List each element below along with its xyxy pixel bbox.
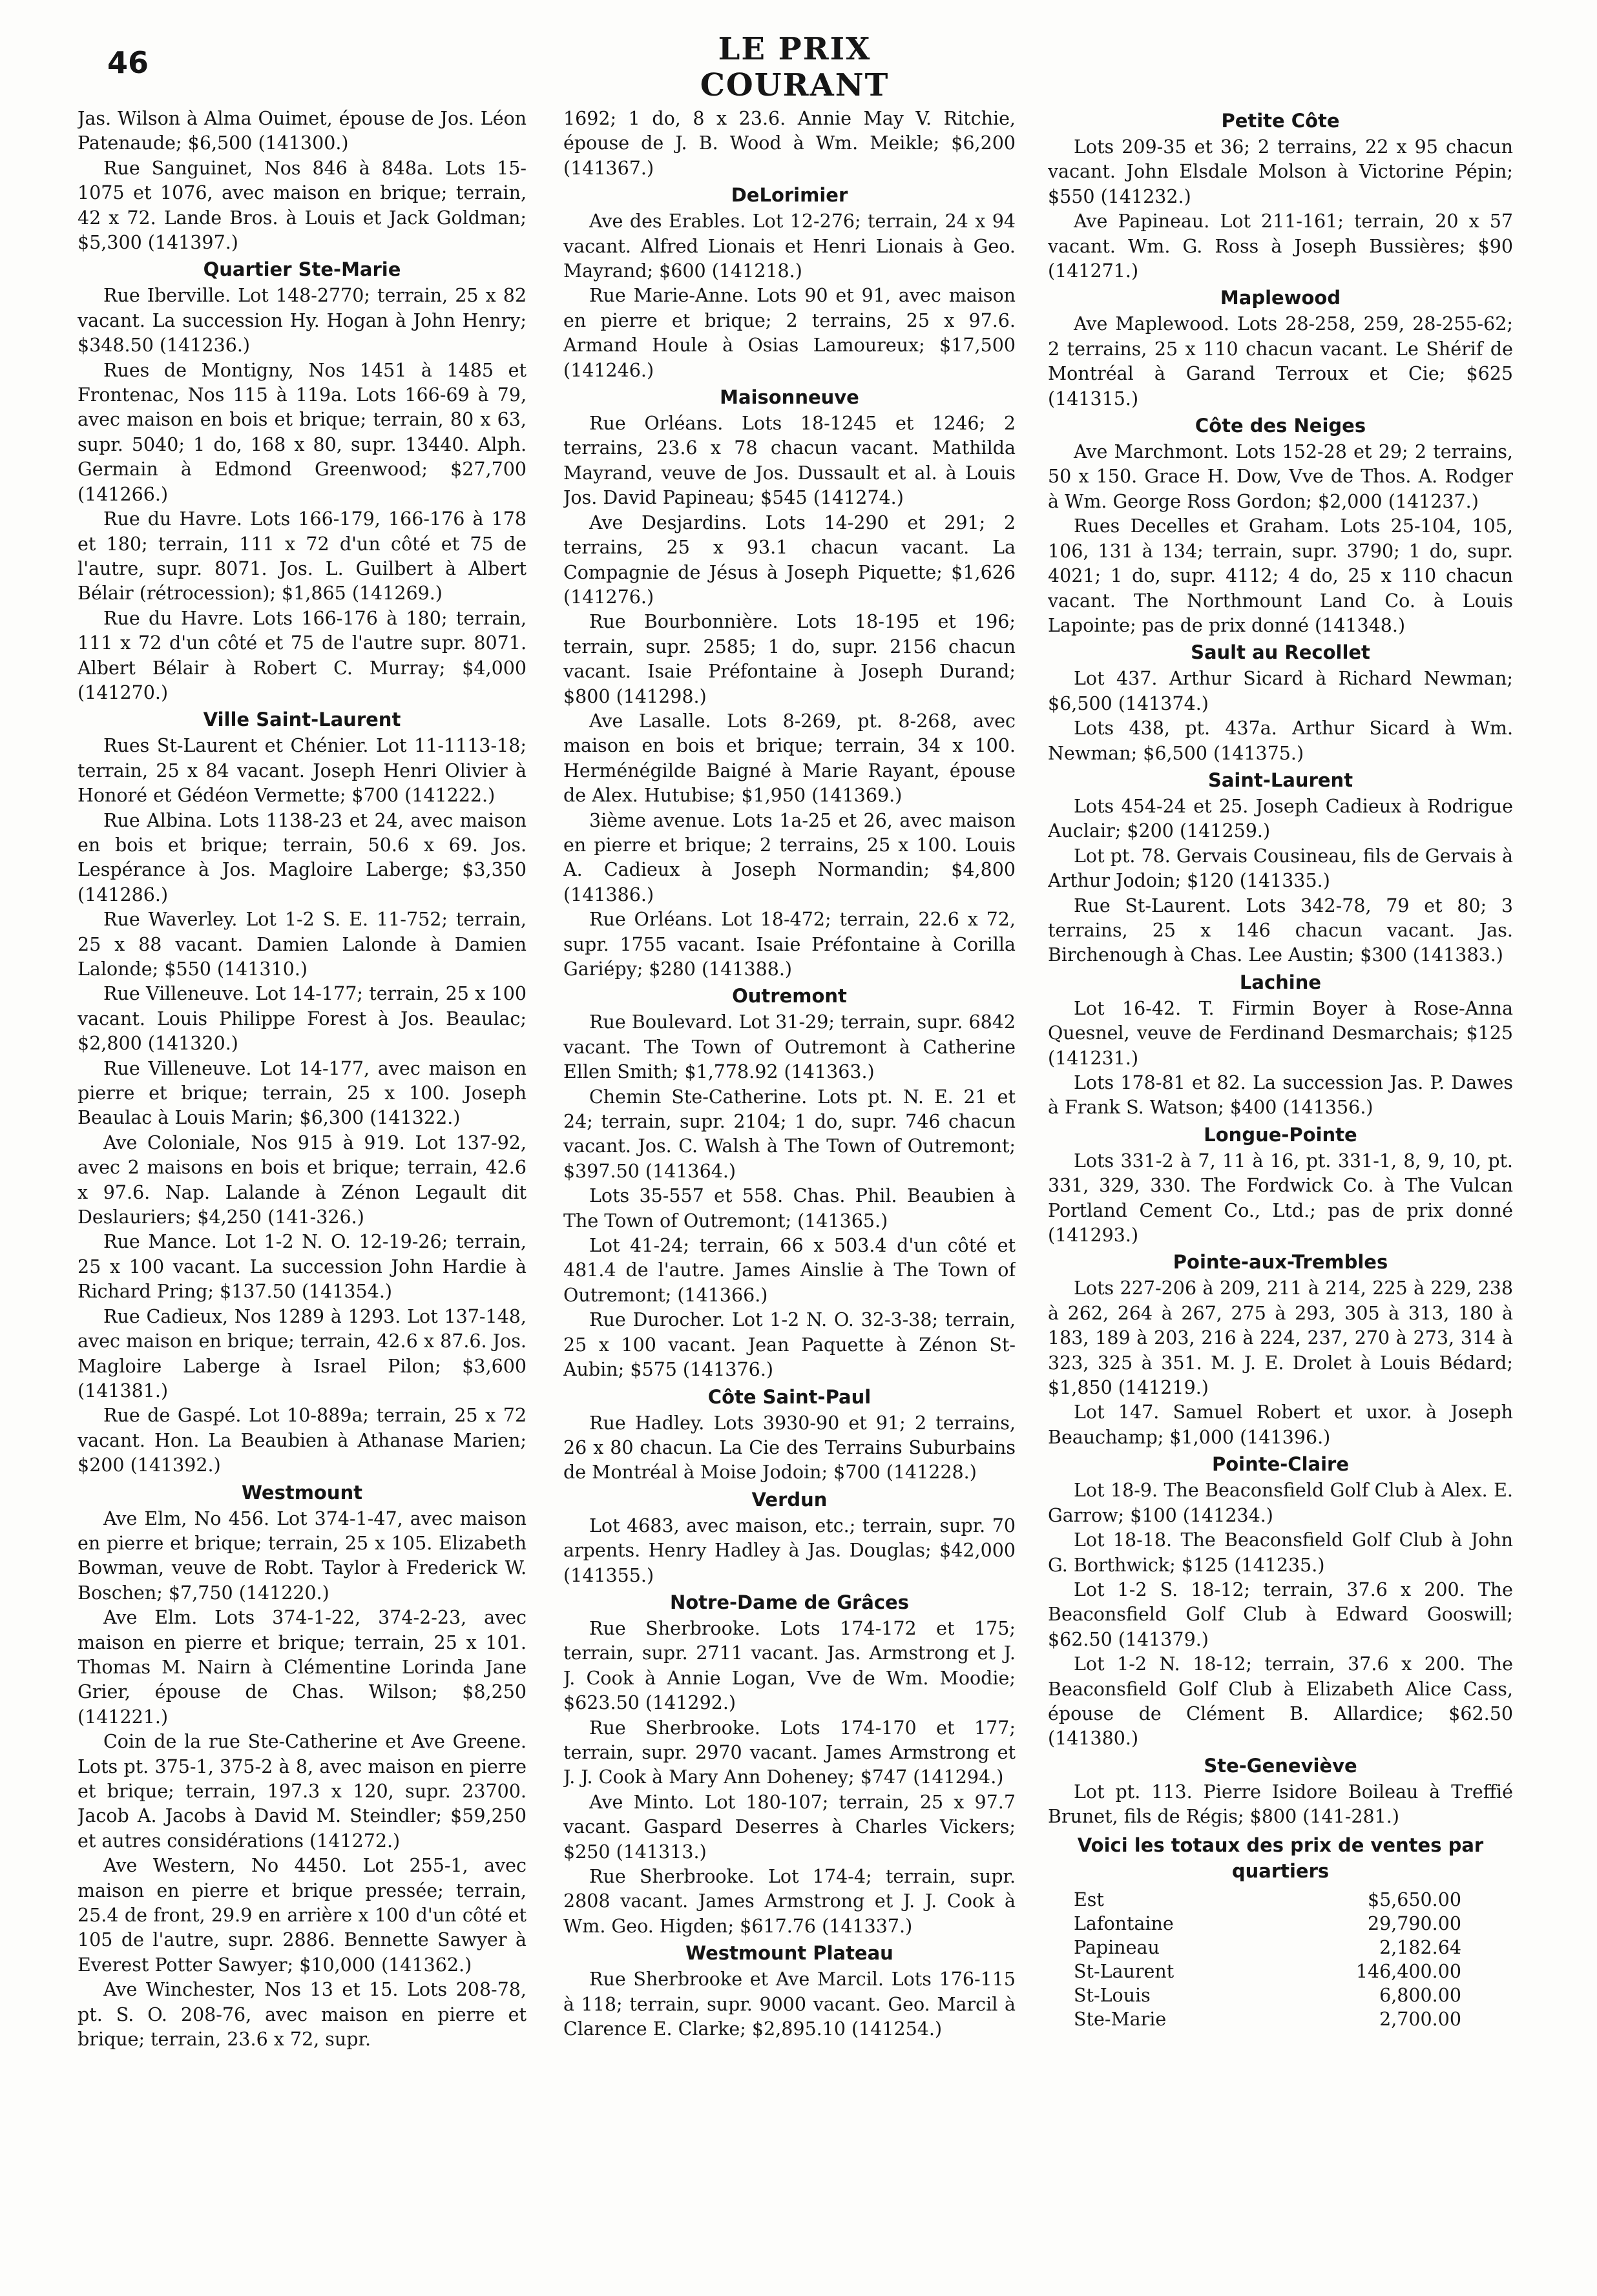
totals-amount: 2,700.00 <box>1379 2008 1461 2030</box>
listing-entry: Rue Albina. Lots 1138-23 et 24, avec maison en bois et brique; terrain, 50.6 x 69. Jos. Lespérance à Jos. Magloire Laberge; $3,350 (141286.) <box>78 809 527 905</box>
totals-district: St-Louis <box>1074 1984 1151 2006</box>
listing-entry: Ave Winchester, Nos 13 et 15. Lots 208-78, pt. S. O. 208-76, avec maison en pierre et brique; terrain, 23.6 x 72, supr. <box>78 1979 527 2051</box>
section-heading: Pointe-Claire <box>1211 1453 1350 1476</box>
section-heading: Westmount <box>241 1481 363 1504</box>
listing-entry: Lot 41-24; terrain, 66 x 503.4 d'un côté et 481.4 de l'autre. James Ainslie à The Town of Outremont; (141366.) <box>563 1235 1016 1306</box>
column-middle-content <box>563 107 1016 2042</box>
listing-entry: Rue Durocher. Lot 1-2 N. O. 32-3-38; terrain, 25 x 100 vacant. Jean Paquette à Zénon St-Aubin; $575 (141376.) <box>563 1309 1016 1381</box>
column-middle <box>563 107 1016 2277</box>
totals-amount: 2,182.64 <box>1379 1936 1461 1958</box>
listing-entry: Jas. Wilson à Alma Ouimet, épouse de Jos. Léon Patenaude; $6,500 (141300.) <box>78 108 527 154</box>
totals-row <box>1074 1960 1461 1983</box>
section-heading: Maplewood <box>1220 287 1341 309</box>
listing-entry: Rue Cadieux, Nos 1289 à 1293. Lot 137-148, avec maison en brique; terrain, 42.6 x 87.6. Jos. Magloire Laberge à Israel Pilon; $3,600 (141381.) <box>78 1305 527 1401</box>
listing-entry: Rues St-Laurent et Chénier. Lot 11-1113-18; terrain, 25 x 84 vacant. Joseph Henri Olivier à Honoré et Gédéon Vermette; $700 (141222.) <box>78 735 527 807</box>
totals-amount: 146,400.00 <box>1355 1960 1461 1982</box>
listing-entry: Lot pt. 113. Pierre Isidore Boileau à Treffié Brunet, fils de Régis; $800 (141-281.) <box>1048 1781 1513 1828</box>
listing-entry: Lot 1-2 N. 18-12; terrain, 37.6 x 200. The Beaconsfield Golf Club à Elizabeth Alice Cass, épouse de Clément B. Allardice; $62.50 (141380.) <box>1048 1653 1513 1750</box>
listing-entry: Rue Hadley. Lots 3930-90 et 91; 2 terrains, 26 x 80 chacun. La Cie des Terrains Suburbains de Montréal à Moise Jodoin; $700 (141228.) <box>563 1412 1016 1484</box>
listing-entry: Ave Desjardins. Lots 14-290 et 291; 2 terrains, 25 x 93.1 chacun vacant. La Compagnie de Jésus à Joseph Piquette; $1,626 (141276.) <box>563 512 1016 608</box>
listing-entry: Ave Minto. Lot 180-107; terrain, 25 x 97.7 vacant. Gaspard Deserres à Charles Vickers; $250 (141313.) <box>563 1791 1016 1863</box>
listing-entry: Lot 18-18. The Beaconsfield Golf Club à John G. Borthwick; $125 (141235.) <box>1048 1529 1513 1576</box>
listing-entry: Rue Sherbrooke. Lot 174-4; terrain, supr. 2808 vacant. James Armstrong et J. J. Cook à Wm. Geo. Higden; $617.76 (141337.) <box>563 1866 1016 1937</box>
listing-entry: Ave Papineau. Lot 211-161; terrain, 20 x 57 vacant. Wm. G. Ross à Joseph Bussières; $90 (141271.) <box>1048 211 1513 282</box>
page-header <box>0 31 1597 103</box>
section-heading: Côte des Neiges <box>1195 415 1366 437</box>
listing-entry: Rue Marie-Anne. Lots 90 et 91, avec maison en pierre et brique; 2 terrains, 25 x 97.6. Armand Houle à Osias Lamoureux; $17,500 (141246.) <box>563 285 1016 381</box>
totals-district: Papineau <box>1074 1936 1160 1958</box>
listing-entry: Rue Bourbonnière. Lots 18-195 et 196; terrain, supr. 2585; 1 do, supr. 2156 chacun vacant. Isaie Préfontaine à Joseph Durand; $800 (141298.) <box>563 611 1016 707</box>
listing-entry: Ave Coloniale, Nos 915 à 919. Lot 137-92, avec 2 maisons en bois et brique; terrain, 42.6 x 97.6. Nap. Lalande à Zénon Legault dit Deslauriers; $4,250 (141-326.) <box>78 1132 527 1228</box>
journal-title: LE PRIX COURANT <box>700 31 890 103</box>
section-heading: Sault au Recollet <box>1191 641 1370 664</box>
listing-entry: Rue Sherbrooke et Ave Marcil. Lots 176-115 à 118; terrain, supr. 9000 vacant. Geo. Marcil à Clarence E. Clarke; $2,895.10 (141254.) <box>563 1969 1016 2040</box>
listing-entry: 1692; 1 do, 8 x 23.6. Annie May V. Ritchie, épouse de J. B. Wood à Wm. Meikle; $6,200 (141367.) <box>563 108 1016 179</box>
section-heading: Saint-Laurent <box>1207 769 1353 791</box>
listing-entry: Ave Western, No 4450. Lot 255-1, avec maison en pierre et brique pressée; terrain, 25.4 de front, 29.9 en arrière x 100 d'un côté et 105 de l'autre, supr. 2886. Bennette Sawyer à Everest Potter Sawyer; $10,000 (141362.) <box>78 1855 527 1976</box>
totals-table <box>1074 1888 1461 2031</box>
listing-entry: Chemin Ste-Catherine. Lots pt. N. E. 21 et 24; terrain, supr. 2104; 1 do, supr. 746 chacun vacant. Jos. C. Walsh à The Town of Outremont; $397.50 (141364.) <box>563 1086 1016 1182</box>
listing-entry: Lots 35-557 et 558. Chas. Phil. Beaubien à The Town of Outremont; (141365.) <box>563 1185 1016 1232</box>
section-heading: Longue-Pointe <box>1204 1123 1357 1146</box>
listing-entry: Ave Maplewood. Lots 28-258, 259, 28-255-62; 2 terrains, 25 x 110 chacun vacant. Le Shérif de Montréal à Garand Terroux et Cie; $625 (141315.) <box>1048 313 1513 409</box>
column-left <box>78 107 527 2277</box>
listing-entry: Rue Mance. Lot 1-2 N. O. 12-19-26; terrain, 25 x 100 vacant. La succession John Hardie à Richard Pring; $137.50 (141354.) <box>78 1231 527 1303</box>
totals-row <box>1074 1983 1461 2007</box>
listing-entry: Rue du Havre. Lots 166-179, 166-176 à 178 et 180; terrain, 111 x 72 d'un côté et 75 de l'autre, supr. 8071. Jos. L. Guilbert à Albert Bélair (rétrocession); $1,865 (141269.) <box>78 508 527 605</box>
listing-entry: Rue Villeneuve. Lot 14-177, avec maison en pierre et brique; terrain, 25 x 100. Joseph Beaulac à Louis Marin; $6,300 (141322.) <box>78 1057 527 1129</box>
listing-entry: Rue Sanguinet, Nos 846 à 848a. Lots 15-1075 et 1076, avec maison en brique; terrain, 42 x 72. Lande Bros. à Louis et Jack Goldman; $5,300 (141397.) <box>78 157 527 254</box>
section-heading: Quartier Ste-Marie <box>203 258 401 281</box>
column-right <box>1048 107 1513 2277</box>
totals-row <box>1074 1936 1461 1960</box>
section-heading: Côte Saint-Paul <box>707 1385 872 1408</box>
listing-entry: Lot 437. Arthur Sicard à Richard Newman; $6,500 (141374.) <box>1048 668 1513 714</box>
section-heading: Westmount Plateau <box>685 1942 893 1965</box>
listing-entry: Lots 227-206 à 209, 211 à 214, 225 à 229, 238 à 262, 264 à 267, 275 à 293, 305 à 313, 180 à 183, 189 à 203, 216 à 224, 237, 270 à 273, 314 à 323, 325 à 351. M. J. E. Drolet à Louis Bédard; $1,850 (141219.) <box>1048 1277 1513 1399</box>
listing-entry: Lots 438, pt. 437a. Arthur Sicard à Wm. Newman; $6,500 (141375.) <box>1048 718 1513 764</box>
listing-entry: Lot 147. Samuel Robert et uxor. à Joseph Beauchamp; $1,000 (141396.) <box>1048 1401 1513 1448</box>
totals-amount: $5,650.00 <box>1367 1888 1461 1910</box>
listing-entry: 3ième avenue. Lots 1a-25 et 26, avec maison en pierre et brique; 2 terrains, 25 x 100. Louis A. Cadieux à Joseph Normandin; $4,800 (141386.) <box>563 809 1016 905</box>
section-heading: Verdun <box>751 1488 828 1511</box>
totals-amount: 29,790.00 <box>1367 1912 1461 1934</box>
listing-entry: Lot 1-2 S. 18-12; terrain, 37.6 x 200. The Beaconsfield Golf Club à Edward Gooswill; $62.50 (141379.) <box>1048 1578 1513 1650</box>
totals-district: Est <box>1074 1888 1104 1910</box>
section-heading: Petite Côte <box>1221 110 1340 132</box>
listing-entry: Lot 16-42. T. Firmin Boyer à Rose-Anna Quesnel, veuve de Ferdinand Desmarchais; $125 (141231.) <box>1048 997 1513 1069</box>
section-heading: Outremont <box>732 985 847 1008</box>
listing-entry: Rue Orléans. Lot 18-472; terrain, 22.6 x 72, supr. 1755 vacant. Isaie Préfontaine à Corilla Gariépy; $280 (141388.) <box>563 909 1016 980</box>
listing-entry: Lot 18-9. The Beaconsfield Golf Club à Alex. E. Garrow; $100 (141234.) <box>1048 1480 1513 1526</box>
listing-entry: Lots 178-81 et 82. La succession Jas. P. Dawes à Frank S. Watson; $400 (141356.) <box>1048 1072 1513 1119</box>
listing-entry: Lots 331-2 à 7, 11 à 16, pt. 331-1, 8, 9, 10, pt. 331, 329, 330. The Fordwick Co. à The Vulcan Portland Cement Co., Ltd.; pas de prix donné (141293.) <box>1048 1150 1513 1246</box>
section-heading: Ville Saint-Laurent <box>203 708 401 731</box>
totals-intro: Voici les totaux des prix de ventes par quartiers <box>1077 1834 1484 1882</box>
listing-entry: Rue Villeneuve. Lot 14-177; terrain, 25 x 100 vacant. Louis Philippe Forest à Jos. Beaulac; $2,800 (141320.) <box>78 983 527 1055</box>
listing-entry: Ave Elm. Lots 374-1-22, 374-2-23, avec maison en pierre et brique; terrain, 25 x 101. Thomas M. Nairn à Clémentine Lorinda Jane Grier, épouse de Chas. Wilson; $8,250 (141221.) <box>78 1607 527 1728</box>
totals-row <box>1074 1888 1461 1912</box>
totals-district: St-Laurent <box>1074 1960 1174 1982</box>
column-left-content <box>78 107 527 2052</box>
listing-entry: Rue St-Laurent. Lots 342-78, 79 et 80; 3 terrains, 25 x 146 chacun vacant. Jas. Birchenough à Chas. Lee Austin; $300 (141383.) <box>1048 895 1513 966</box>
section-heading: DeLorimier <box>731 184 848 207</box>
listing-entry: Lot 4683, avec maison, etc.; terrain, supr. 70 arpents. Henry Hadley à Jas. Douglas; $42,000 (141355.) <box>563 1515 1016 1586</box>
totals-district: Lafontaine <box>1074 1912 1174 1934</box>
listing-entry: Coin de la rue Ste-Catherine et Ave Greene. Lots pt. 375-1, 375-2 à 8, avec maison en pierre et brique; terrain, 197.3 x 120, supr. 23700. Jacob A. Jacobs à David M. Steindler; $59,250 et autres considérations (141272.) <box>78 1731 527 1852</box>
page-number: 46 <box>107 45 149 80</box>
section-heading: Pointe-aux-Trembles <box>1173 1251 1388 1274</box>
listing-entry: Rues de Montigny, Nos 1451 à 1485 et Frontenac, Nos 115 à 119a. Lots 166-69 à 79, avec maison en bois et brique; terrain, 80 x 63, supr. 5040; 1 do, 168 x 80, supr. 13440. Alph. Germain à Edmond Greenwood; $27,700 (141266.) <box>78 359 527 505</box>
listing-entry: Rue du Havre. Lots 166-176 à 180; terrain, 111 x 72 d'un côté et 75 de l'autre supr. 8071. Albert Bélair à Robert C. Murray; $4,000 (141270.) <box>78 607 527 703</box>
section-heading: Maisonneuve <box>720 386 859 409</box>
totals-amount: 6,800.00 <box>1379 1984 1461 2006</box>
listing-entry: Ave Marchmont. Lots 152-28 et 29; 2 terrains, 50 x 150. Grace H. Dow, Vve de Thos. A. Rodger à Wm. George Ross Gordon; $2,000 (141237.) <box>1048 441 1513 512</box>
column-right-content <box>1048 108 1513 1830</box>
listing-entry: Rue Sherbrooke. Lots 174-172 et 175; terrain, supr. 2711 vacant. Jas. Armstrong et J. J. Cook à Annie Logan, Vve de Wm. Moodie; $623.50 (141292.) <box>563 1617 1016 1714</box>
listing-entry: Rue de Gaspé. Lot 10-889a; terrain, 25 x 72 vacant. Hon. La Beaubien à Athanase Marien; $200 (141392.) <box>78 1405 527 1476</box>
section-heading: Ste-Geneviève <box>1204 1754 1357 1777</box>
totals-row <box>1074 2007 1461 2031</box>
listing-entry: Lots 209-35 et 36; 2 terrains, 22 x 95 chacun vacant. John Elsdale Molson à Victorine Pépin; $550 (141232.) <box>1048 136 1513 207</box>
listing-entry: Ave Elm, No 456. Lot 374-1-47, avec maison en pierre et brique; terrain, 25 x 105. Elizabeth Bowman, veuve de Robt. Taylor à Frederick W. Boschen; $7,750 (141220.) <box>78 1507 527 1604</box>
listing-entry: Rue Boulevard. Lot 31-29; terrain, supr. 6842 vacant. The Town of Outremont à Catherine Ellen Smith; $1,778.92 (141363.) <box>563 1011 1016 1083</box>
section-heading: Notre-Dame de Grâces <box>669 1591 909 1613</box>
listing-entry: Rue Iberville. Lot 148-2770; terrain, 25 x 82 vacant. La succession Hy. Hogan à John Henry; $348.50 (141236.) <box>78 285 527 357</box>
listing-entry: Rue Waverley. Lot 1-2 S. E. 11-752; terrain, 25 x 88 vacant. Damien Lalonde à Damien Lalonde; $550 (141310.) <box>78 909 527 980</box>
listing-entry: Rue Orléans. Lots 18-1245 et 1246; 2 terrains, 23.6 x 78 chacun vacant. Mathilda Mayrand, veuve de Jos. Dussault et al. à Louis Jos. David Papineau; $545 (141274.) <box>563 413 1016 509</box>
listing-entry: Rue Sherbrooke. Lots 174-170 et 177; terrain, supr. 2970 vacant. James Armstrong et J. J. Cook à Mary Ann Doheney; $747 (141294.) <box>563 1717 1016 1788</box>
listing-entry: Ave des Erables. Lot 12-276; terrain, 24 x 94 vacant. Alfred Lionais et Henri Lionais à Geo. Mayrand; $600 (141218.) <box>563 211 1016 282</box>
listing-entry: Rues Decelles et Graham. Lots 25-104, 105, 106, 131 à 134; terrain, supr. 3790; 1 do, supr. 4021; 1 do, supr. 4112; 4 do, 25 x 110 chacun vacant. The Northmount Land Co. à Louis Lapointe; pas de prix donné (141348.) <box>1048 515 1513 636</box>
listing-entry: Ave Lasalle. Lots 8-269, pt. 8-268, avec maison en bois et brique; terrain, 34 x 100. Herménégilde Baigné à Marie Rayant, épouse de Alex. Hutubise; $1,950 (141369.) <box>563 710 1016 807</box>
section-heading: Lachine <box>1239 971 1322 993</box>
listing-entry: Lots 454-24 et 25. Joseph Cadieux à Rodrigue Auclair; $200 (141259.) <box>1048 795 1513 842</box>
totals-row <box>1074 1912 1461 1936</box>
listing-entry: Lot pt. 78. Gervais Cousineau, fils de Gervais à Arthur Jodoin; $120 (141335.) <box>1048 845 1513 892</box>
totals-district: Ste-Marie <box>1074 2008 1167 2030</box>
